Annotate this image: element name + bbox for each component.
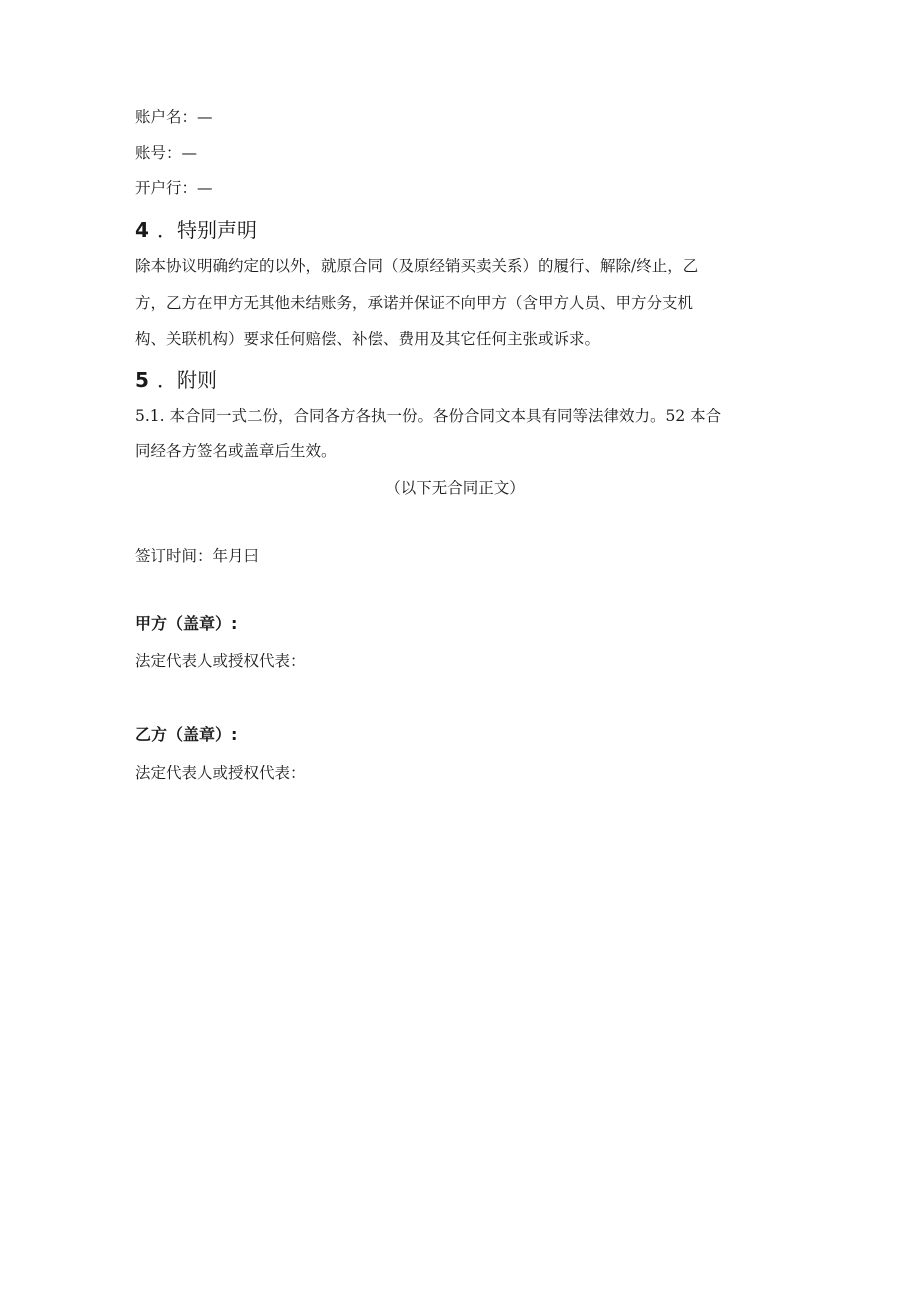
signing-time: 签订时间：年月曰 bbox=[135, 547, 260, 565]
section-4-line-2: 方，乙方在甲方无其他未结账务，承诺并保证不向甲方（含甲方人员、甲方分支机 bbox=[135, 294, 694, 312]
account-number: 账号：— bbox=[135, 144, 198, 162]
section-4-number: 4 bbox=[135, 218, 149, 242]
section-4-line-1: 除本协议明确约定的以外，就原合同（及原经销买卖关系）的履行、解除/终止，乙 bbox=[135, 257, 699, 275]
party-b-representative: 法定代表人或授权代表： bbox=[135, 764, 306, 782]
section-5-title: ．附则 bbox=[157, 368, 217, 392]
end-of-contract-note: （以下无合同正文） bbox=[385, 479, 525, 497]
account-bank: 开户行：— bbox=[135, 179, 213, 197]
section-4-heading bbox=[135, 218, 257, 242]
section-5-line-1: 5.1. 本合同一式二份，合同各方各执一份。各份合同文本具有同等法律效力。52 本合 bbox=[135, 407, 722, 425]
section-5-number: 5 bbox=[135, 368, 149, 392]
party-a-title: 甲方（盖章）: bbox=[135, 614, 238, 633]
section-4-line-3: 构、关联机构）要求任何赔偿、补偿、费用及其它任何主张或诉求。 bbox=[135, 330, 601, 348]
section-5-heading bbox=[135, 368, 217, 392]
account-name: 账户名：— bbox=[135, 108, 213, 126]
section-4-title: ．特别声明 bbox=[157, 218, 257, 242]
section-5-line-2: 同经各方签名或盖章后生效。 bbox=[135, 442, 337, 460]
party-a-representative: 法定代表人或授权代表： bbox=[135, 652, 306, 670]
party-b-title: 乙方（盖章）: bbox=[135, 725, 238, 744]
